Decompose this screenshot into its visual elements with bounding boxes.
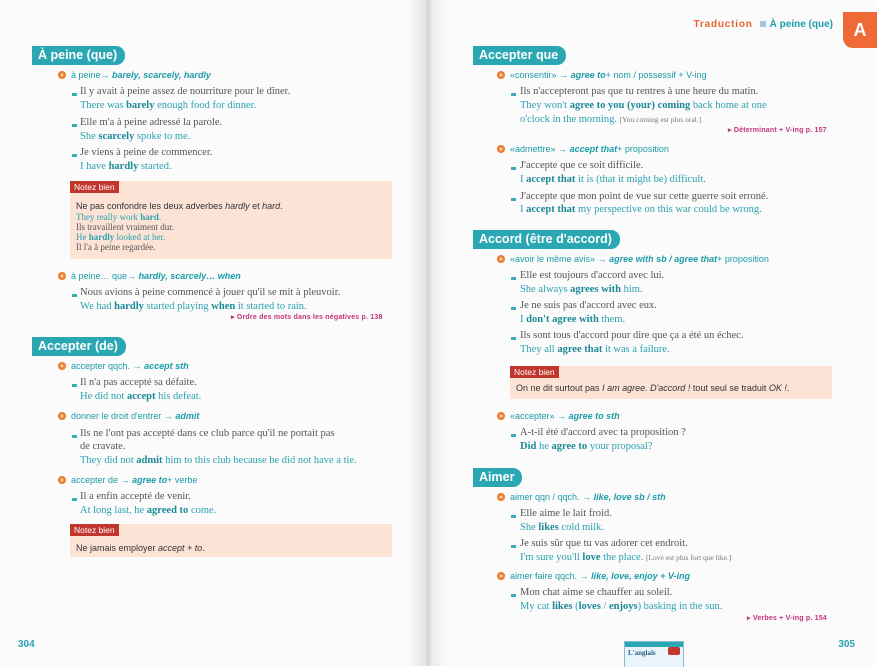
bullet-dash-icon <box>511 307 516 310</box>
bullet-dash-icon <box>511 594 516 597</box>
example-fr: Je suis sûr que tu vas adorer cet endroit. <box>520 538 688 549</box>
example-fr: Elle aime le lait froid. <box>520 508 612 519</box>
bullet-dash-icon <box>72 124 77 127</box>
note-box: Notez bien Ne jamais employer accept + to. <box>70 524 392 557</box>
example-fr: Il a enfin accepté de venir. <box>80 491 191 502</box>
example-fr: J'accepte que mon point de vue sur cette guerre soit erroné. <box>520 191 769 202</box>
section-title-a-peine: À peine (que) <box>32 46 125 65</box>
example-en: We had hardly started playing when it started to rain. <box>80 301 307 312</box>
right-page <box>425 0 877 666</box>
bullet-circle-icon <box>58 272 66 280</box>
example-en: At long last, he agreed to come. <box>80 505 217 516</box>
example-en: She always agrees with him. <box>520 284 643 295</box>
bullet-circle-icon <box>497 71 505 79</box>
book-cover-thumbnail: L'anglais <box>624 641 684 667</box>
bullet-circle-icon <box>497 412 505 420</box>
bullet-circle-icon <box>58 71 66 79</box>
bullet-dash-icon <box>511 198 516 201</box>
bullet-circle-icon <box>497 493 505 501</box>
section-title-accepter-de: Accepter (de) <box>32 337 126 356</box>
bullet-dash-icon <box>72 498 77 501</box>
page-number-right: 305 <box>838 639 855 650</box>
entry-donner-le-droit: donner le droit d'entrer → admit <box>58 411 199 421</box>
bullet-circle-icon <box>58 362 66 370</box>
example-en: They all agree that it was a failure. <box>520 344 670 355</box>
entry-admettre: «admettre» → accept that + proposition <box>497 144 669 154</box>
note-label: Notez bien <box>510 366 559 378</box>
example-fr: J'accepte que ce soit difficile. <box>520 160 644 171</box>
running-header: Traduction À peine (que) A <box>694 12 877 36</box>
bullet-dash-icon <box>72 154 77 157</box>
cross-reference-link[interactable]: ▸ Déterminant + V-ing p. 157 <box>728 127 827 134</box>
example-en: o'clock in the morning. [You coming est plus oral.] <box>520 114 702 125</box>
bullet-circle-icon <box>497 255 505 263</box>
example-en: She likes cold milk. <box>520 522 605 533</box>
example-fr: A-t-il été d'accord avec ta proposition ? <box>520 427 686 438</box>
entry-accepter-de: accepter de → agree to + verbe <box>58 475 197 485</box>
example-en: I don't agree with them. <box>520 314 626 325</box>
entry-accepter-qqch: accepter qqch. → accept sth <box>58 361 189 371</box>
example-fr: Il n'a pas accepté sa défaite. <box>80 377 197 388</box>
entry-a-peine-que: à peine… que → hardly, scarcely… when <box>58 271 241 281</box>
example-fr: Il y avait à peine assez de nourriture pour le dîner. <box>80 86 291 97</box>
entry-accepter: «accepter» → agree to sth <box>497 411 620 421</box>
example-fr: Je ne suis pas d'accord avec eux. <box>520 300 657 311</box>
bullet-dash-icon <box>72 384 77 387</box>
entry-a-peine: à peine → barely, scarcely, hardly <box>58 70 211 80</box>
bullet-circle-icon <box>497 145 505 153</box>
bullet-dash-icon <box>511 277 516 280</box>
bullet-dash-icon <box>511 167 516 170</box>
example-en: There was barely enough food for dinner. <box>80 100 257 111</box>
cross-reference-link[interactable]: ▸ Verbes + V-ing p. 154 <box>747 615 827 622</box>
example-en: Did he agree to your proposal? <box>520 441 653 452</box>
section-title-accepter-que: Accepter que <box>473 46 566 65</box>
example-en: He did not accept his defeat. <box>80 391 202 402</box>
entry-aimer-faire: aimer faire qqch. → like, love, enjoy + V-ing <box>497 571 690 581</box>
bullet-dash-icon <box>72 435 77 438</box>
square-icon <box>760 21 766 27</box>
example-fr: Ils n'accepteront pas que tu rentres à une heure du matin. <box>520 86 759 97</box>
section-title-aimer: Aimer <box>473 468 522 487</box>
example-en: She scarcely spoke to me. <box>80 131 191 142</box>
bullet-dash-icon <box>72 294 77 297</box>
example-fr: Elle est toujours d'accord avec lui. <box>520 270 665 281</box>
cross-reference-link[interactable]: ▸ Ordre des mots dans les négatives p. 138 <box>231 314 383 321</box>
example-en: I have hardly started. <box>80 161 172 172</box>
bullet-dash-icon <box>511 434 516 437</box>
bullet-dash-icon <box>511 515 516 518</box>
bullet-dash-icon <box>511 93 516 96</box>
example-fr: Je viens à peine de commencer. <box>80 147 213 158</box>
letter-tab[interactable]: A <box>843 12 877 48</box>
entry-avoir-le-meme-avis: «avoir le même avis» → agree with sb / agree that + proposition <box>497 254 769 264</box>
bullet-circle-icon <box>497 572 505 580</box>
section-title-accord: Accord (être d'accord) <box>473 230 620 249</box>
note-label: Notez bien <box>70 181 119 193</box>
example-fr: Ils ne l'ont pas accepté dans ce club parce qu'il ne portait pas <box>80 428 335 439</box>
example-en: I accept that it is (that it might be) difficult. <box>520 174 706 185</box>
example-fr: Nous avions à peine commencé à jouer qu'il se mit à pleuvoir. <box>80 287 341 298</box>
example-en: I accept that my perspective on this war could be wrong. <box>520 204 762 215</box>
page-number-left: 304 <box>18 639 35 650</box>
example-fr: de cravate. <box>80 441 126 452</box>
bullet-circle-icon <box>58 476 66 484</box>
example-fr: Elle m'a à peine adressé la parole. <box>80 117 223 128</box>
note-label: Notez bien <box>70 524 119 536</box>
left-page <box>0 0 425 666</box>
entry-aimer-qqn: aimer qqn / qqch. → like, love sb / sth <box>497 492 666 502</box>
bullet-dash-icon <box>511 337 516 340</box>
example-en: I'm sure you'll love the place. [Love est plus fort que like.] <box>520 552 732 563</box>
example-en: My cat likes (loves / enjoys) basking in the sun. <box>520 601 723 612</box>
flag-icon <box>668 647 680 655</box>
example-en: They did not admit him to this club because he did not have a tie. <box>80 455 357 466</box>
example-fr: Mon chat aime se chauffer au soleil. <box>520 587 673 598</box>
example-fr: Ils sont tous d'accord pour dire que ça a été un échec. <box>520 330 744 341</box>
bullet-dash-icon <box>511 545 516 548</box>
note-box: Notez bien On ne dit surtout pas I am agree. D'accord ! tout seul se traduit OK !. <box>510 366 832 399</box>
bullet-circle-icon <box>58 412 66 420</box>
bullet-dash-icon <box>72 93 77 96</box>
entry-consentir: «consentir» → agree to + nom / possessif + V-ing <box>497 70 707 80</box>
example-en: They won't agree to you (your) coming back home at one <box>520 100 767 111</box>
note-box: Notez bien Ne pas confondre les deux adverbes hardly et hard. They really work hard. Ils travaillent vraiment dur. He hardly looked at her. Il l'a à peine regardée. <box>70 181 392 259</box>
